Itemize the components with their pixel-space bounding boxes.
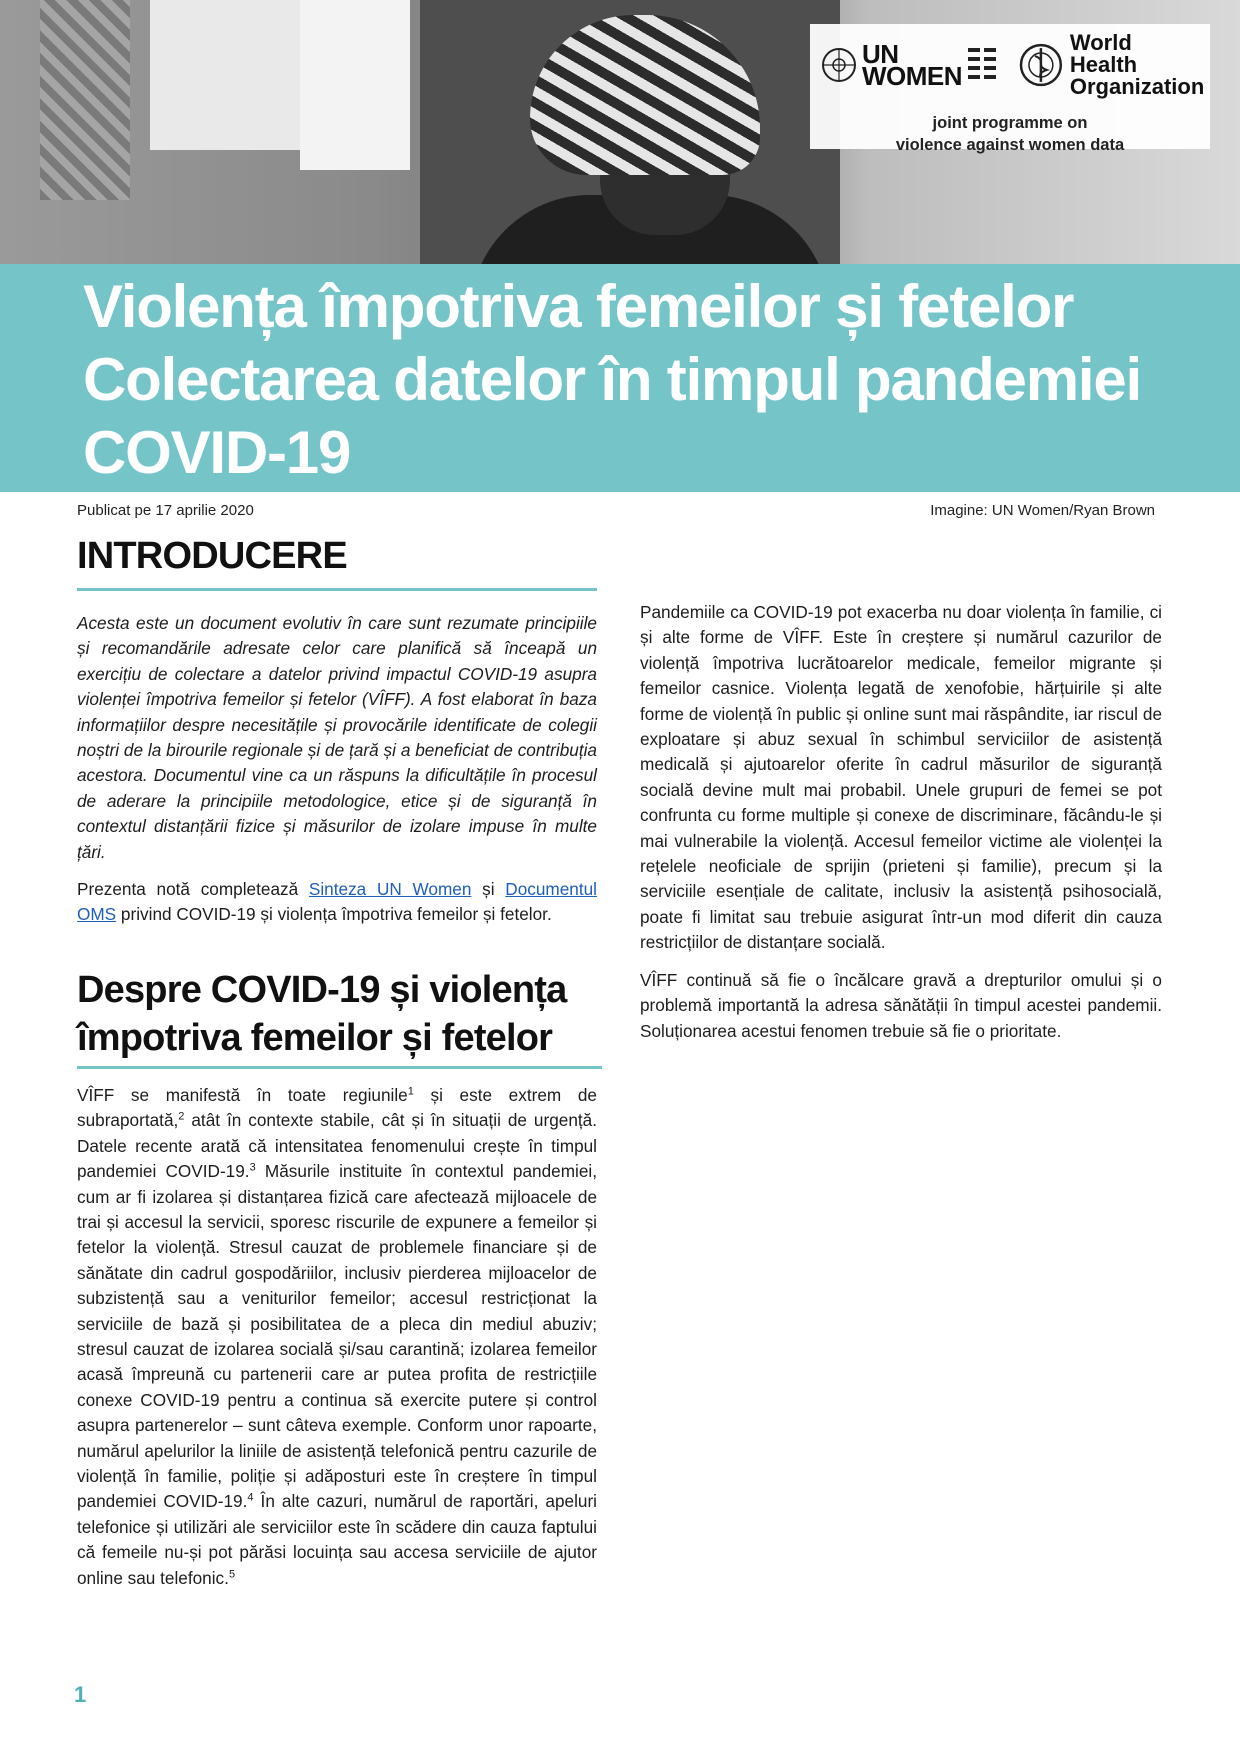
title-line3: COVID-19 xyxy=(83,419,351,486)
note-suffix: privind COVID-19 și violența împotriva femeilor și fetelor. xyxy=(116,904,552,925)
joint-programme-text xyxy=(820,112,1200,156)
cover-photo xyxy=(0,0,1240,264)
publication-date: Publicat pe 17 aprilie 2020 xyxy=(77,502,254,519)
joint-line2: violence against women data xyxy=(895,136,1125,154)
partner-logos xyxy=(810,24,1210,154)
footnote-ref[interactable]: 5 xyxy=(228,1567,236,1580)
image-credit: Imagine: UN Women/Ryan Brown xyxy=(930,502,1155,519)
who-name-line1: World Health xyxy=(1069,30,1138,77)
footnote-ref[interactable]: 1 xyxy=(407,1085,414,1098)
covid-vawg-paragraph xyxy=(77,1083,597,1591)
title-line2: Colectarea datelor în timpul pandemiei xyxy=(83,346,1141,413)
title-line1: Violența împotriva femeilor și fetelor xyxy=(83,273,1074,340)
document-title xyxy=(83,270,1203,489)
photo-hanging-cloth xyxy=(300,0,410,170)
text-segment: și este extrem de subraportată, xyxy=(77,1084,597,1131)
text-segment: În alte cazuri, numărul de raportări, apeluri telefonice și utilizări ale serviciilor este în scădere din cauza faptului că femeile nu-și pot părăsi locuința sau accesa serviciile de ajutor online sau telefonic. xyxy=(77,1491,597,1588)
right-column xyxy=(640,600,1162,1044)
introduction-heading: INTRODUCERE xyxy=(77,530,597,591)
note-prefix: Prezenta notă completează xyxy=(77,879,309,900)
introduction-paragraph: Acesta este un document evolutiv în care sunt rezumate principiile și recomandările adresate celor care planifică să înceapă un exercițiu de colectare a datelor privind impactul COVID-19 asupra violenței împotriva femeilor și fetelor (VÎFF). A fost elaborat în baza informațiilor despre necesitățile și provocările identificate de colegii noștri de la birourile regionale și de țară și a beneficiat de contribuția acestora. Documentul vine ca un răspuns la dificultățile în procesul de aderare la principiile metodologice, etice și de siguranță în contextul distanțării fizice și măsurilor de izolare impuse în multe țări. xyxy=(77,613,597,862)
note-mid: și xyxy=(471,879,506,900)
footnote-ref[interactable]: 2 xyxy=(178,1110,185,1123)
photo-fabric xyxy=(40,0,130,200)
who-logo xyxy=(1018,32,1204,98)
heading-line1: Despre COVID-19 și violența xyxy=(77,968,567,1011)
covid-vawg-heading xyxy=(77,966,602,1069)
pandemic-forms-paragraph: Pandemiile ca COVID-19 pot exacerba nu doar violența în familie, ci și alte forme de VÎFF. Este în creștere și numărul cazurilor de violență împotriva lucrătoarelor medicale, femeilor migrante și femeilor casnice. Violența legată de xenofobie, hărțuirile și alte forme de violență în public și online sunt mai răspândite, iar riscul de exploatare și abuz sexual în schimbul serviciilor de asistență medicală și ajutoarelor oferite în cadrul măsurilor de siguranță socială devine mult mai probabil. Unele grupuri de femei se pot confrunta cu forme multiple și conexe de discriminare, făcându-le și mai vulnerabile la violență. Accesul femeilor victime ale violenței la rețelele neoficiale de sprijin (prieteni și familie), precum și la serviciile esențiale de calitate, inclusiv la asistență psihosocială, poate fi limitat sau trebuie asigurat într-un mod diferit din cauza restricțiilor de distanțare socială. xyxy=(640,602,1162,953)
un-emblem-icon xyxy=(820,46,858,84)
who-emblem-icon xyxy=(1018,42,1064,88)
joint-line1: joint programme on xyxy=(932,114,1088,132)
heading-line2: împotriva femeilor și fetelor xyxy=(77,1016,553,1059)
page-number: 1 xyxy=(74,1682,87,1707)
footnote-ref[interactable]: 4 xyxy=(247,1491,254,1504)
who-document-link[interactable]: Documentul OMS xyxy=(77,879,597,925)
text-segment: Măsurile instituite în contextul pandemiei, cum ar fi izolarea și distanțarea fizică care afectează mijloacele de trai și accesul la servicii, sporesc riscurile de expunere a femeilor și fetelor la violență. Stresul cauzat de problemele financiare și de sănătate din cadrul gospodăriilor, inclusiv pierderea mijloacelor de subzistență sau a veniturilor femeilor; accesul restricționat la serviciile de bază și posibilitatea de a pleca din mediul abuziv; stresul cauzat de izolarea socială și/sau carantină; izolarea femeilor acasă împreună cu partenerii care ar putea profita de restricțiile conexe COVID-19 pentru a continua să exercite putere și control asupra partenerelor – sunt câteva exemple. Conform unor rapoarte, numărul apelurilor la liniile de asistență telefonică pentru cazurile de violență în familie, poliție și adăposturi este în creștere în timpul pandemiei COVID-19. xyxy=(77,1161,597,1512)
un-women-top: UN xyxy=(862,39,899,69)
text-segment: atât în contexte stabile, cât și în situații de urgență. Datele recente arată că intensitatea fenomenului crește în timpul pandemiei COVID-19. xyxy=(77,1110,597,1182)
photo-hanging-cloth xyxy=(150,0,310,150)
who-name-line2: Organization xyxy=(1069,74,1205,99)
text-segment: VÎFF se manifestă în toate regiunile xyxy=(77,1084,408,1105)
complement-note xyxy=(77,877,597,928)
priority-paragraph: VÎFF continuă să fie o încălcare gravă a drepturilor omului și o problemă importantă la adresa sănătății în timpul acestei pandemii. Soluționarea acestui fenomen trebuie să fie o prioritate. xyxy=(640,969,1162,1041)
un-women-logo xyxy=(820,39,1000,91)
un-women-brief-link[interactable]: Sinteza UN Women xyxy=(308,879,472,900)
un-women-bottom: WOMEN xyxy=(862,61,963,91)
footnote-ref[interactable]: 3 xyxy=(249,1161,256,1174)
un-women-equality-icon xyxy=(966,45,1000,85)
left-column xyxy=(77,530,597,1591)
